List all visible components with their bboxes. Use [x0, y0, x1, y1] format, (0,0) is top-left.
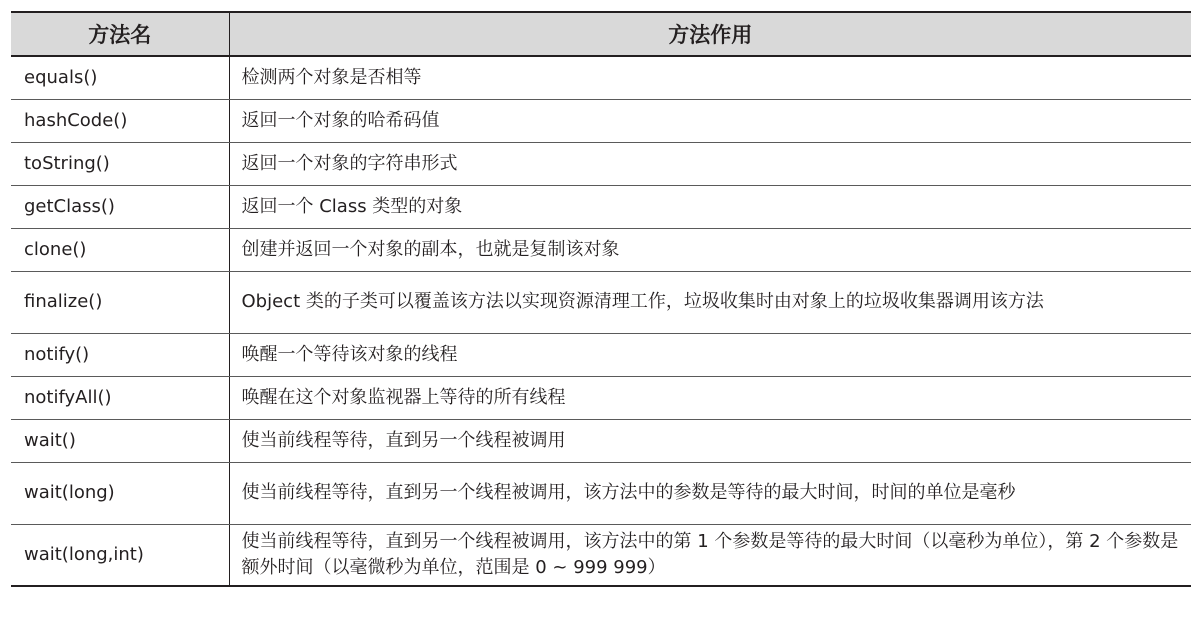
- method-name-cell: wait(): [11, 419, 229, 462]
- table-row: [11, 333, 1191, 376]
- table-row: [11, 376, 1191, 419]
- method-name-cell: notifyAll(): [11, 376, 229, 419]
- method-name-cell: getClass(): [11, 185, 229, 228]
- table-row: [11, 56, 1191, 99]
- method-desc-cell: 使当前线程等待，直到另一个线程被调用: [229, 419, 1191, 462]
- method-name-cell: wait(long): [11, 462, 229, 524]
- header-method-purpose: 方法作用: [229, 12, 1191, 56]
- table-body: [11, 56, 1191, 586]
- table-row: [11, 524, 1191, 586]
- method-desc-cell: 检测两个对象是否相等: [229, 56, 1191, 99]
- table-header: [11, 12, 1191, 56]
- method-desc-cell: 返回一个 Class 类型的对象: [229, 185, 1191, 228]
- method-desc-cell: Object 类的子类可以覆盖该方法以实现资源清理工作，垃圾收集时由对象上的垃圾收集器调用该方法: [229, 271, 1191, 333]
- table-row: [11, 271, 1191, 333]
- method-desc-cell: 唤醒一个等待该对象的线程: [229, 333, 1191, 376]
- header-method-name: 方法名: [11, 12, 229, 56]
- table-row: [11, 185, 1191, 228]
- table-row: [11, 462, 1191, 524]
- header-row: [11, 12, 1191, 56]
- table-row: [11, 419, 1191, 462]
- table-row: [11, 142, 1191, 185]
- method-desc-cell: 使当前线程等待，直到另一个线程被调用，该方法中的参数是等待的最大时间，时间的单位是毫秒: [229, 462, 1191, 524]
- method-name-cell: clone(): [11, 228, 229, 271]
- method-desc-cell: 唤醒在这个对象监视器上等待的所有线程: [229, 376, 1191, 419]
- method-name-cell: equals(): [11, 56, 229, 99]
- method-desc-cell: 使当前线程等待，直到另一个线程被调用，该方法中的第 1 个参数是等待的最大时间（以毫秒为单位），第 2 个参数是额外时间（以毫微秒为单位，范围是 0 ~ 999 999）: [229, 524, 1191, 586]
- method-name-cell: wait(long,int): [11, 524, 229, 586]
- method-desc-cell: 创建并返回一个对象的副本，也就是复制该对象: [229, 228, 1191, 271]
- methods-table: [11, 11, 1191, 587]
- table-row: [11, 228, 1191, 271]
- method-name-cell: hashCode(): [11, 99, 229, 142]
- method-name-cell: notify(): [11, 333, 229, 376]
- method-desc-cell: 返回一个对象的哈希码值: [229, 99, 1191, 142]
- table-row: [11, 99, 1191, 142]
- method-desc-cell: 返回一个对象的字符串形式: [229, 142, 1191, 185]
- method-name-cell: toString(): [11, 142, 229, 185]
- method-name-cell: finalize(): [11, 271, 229, 333]
